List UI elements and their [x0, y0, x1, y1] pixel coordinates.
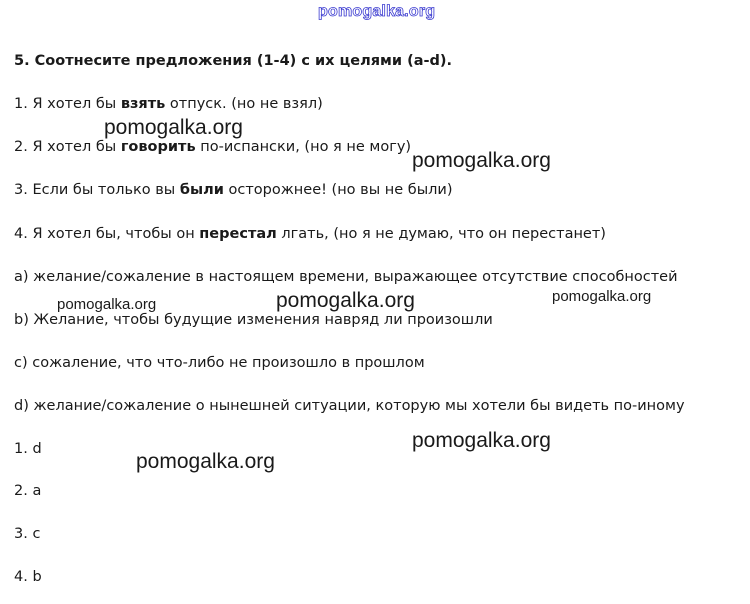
- sentence-1: 1. Я хотел бы взять отпуск. (но не взял): [14, 96, 323, 112]
- watermark: pomogalka.org: [412, 429, 551, 452]
- sentence-3: 3. Если бы только вы были осторожнее! (но вы не были): [14, 182, 453, 198]
- aim-b: b) Желание, чтобы будущие изменения навряд ли произошли: [14, 312, 493, 328]
- aim-c: c) сожаление, что что-либо не произошло в прошлом: [14, 355, 425, 371]
- watermark: pomogalka.org: [136, 450, 275, 473]
- watermark: pomogalka.org: [104, 116, 243, 139]
- answer-2: 2. a: [14, 483, 42, 499]
- watermark: pomogalka.org: [276, 289, 415, 312]
- aim-a: a) желание/сожаление в настоящем времени, выражающее отсутствие способностей: [14, 269, 678, 285]
- header-watermark: pomogalka.org: [318, 3, 436, 20]
- answer-3: 3. c: [14, 526, 41, 542]
- sentence-2: 2. Я хотел бы говорить по-испански, (но я не могу): [14, 139, 412, 155]
- watermark: pomogalka.org: [552, 288, 652, 305]
- task-heading: 5. Соотнесите предложения (1-4) с их целями (a-d).: [14, 53, 453, 69]
- sentence-4: 4. Я хотел бы, чтобы он перестал лгать, (но я не думаю, что он перестанет): [14, 226, 606, 242]
- aim-d: d) желание/сожаление о нынешней ситуации, которую мы хотели бы видеть по-иному: [14, 398, 685, 414]
- answer-4: 4. b: [14, 569, 42, 585]
- answer-1: 1. d: [14, 441, 42, 457]
- watermark: pomogalka.org: [412, 149, 551, 172]
- watermark: pomogalka.org: [57, 296, 157, 313]
